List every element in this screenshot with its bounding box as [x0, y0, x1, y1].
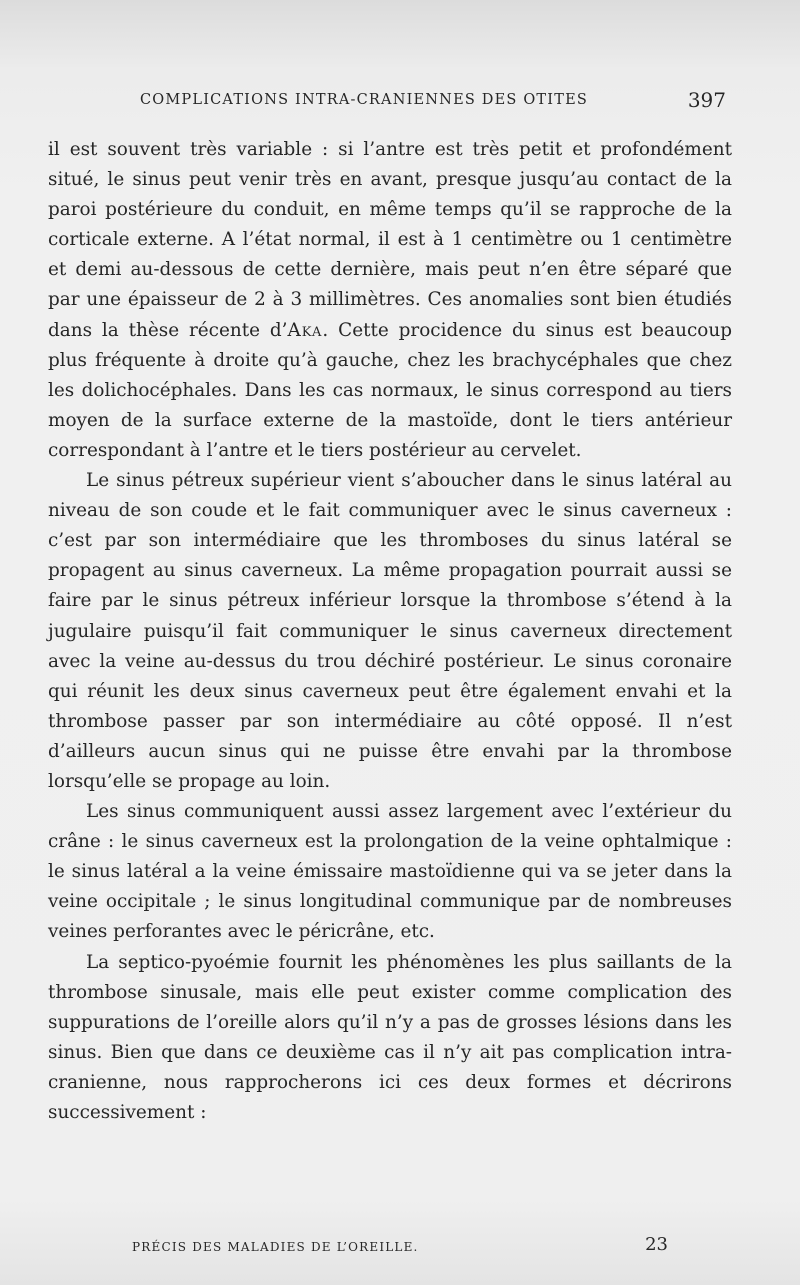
paragraph: Le sinus pétreux supérieur vient s’aboucher dans le sinus latéral au niveau de son coude et le fait communiquer avec le sinus caverneux : c’est par son intermédiaire que les thromboses du sinus latéral se propagent au sinus caverneux. La même propagation pourrait aussi se faire par le sinus pétreux inférieur lorsque la thrombose s’étend à la jugulaire puisqu’il fait communiquer le sinus caverneux directement avec la veine au-dessus du trou déchiré postérieur. Le sinus coronaire qui réunit les deux sinus caverneux peut être également envahi et la thrombose passer par son intermédiaire au côté opposé. Il n’est d’ailleurs aucun sinus qui ne puisse être envahi par la thrombose lorsqu’elle se propage au loin.	[48, 470, 732, 792]
paragraph-text-part: il est souvent très variable : si l’antre est très petit et profondément situé, le sinus peut venir très en avant, presque jusqu’au contact de la paroi postérieure du conduit, en même temps qu’il se rapproche de la corticale externe. A l’état normal, il est à 1 centimètre ou 1 centimètre et demi au-dessous de cette dernière, mais peut n’en être séparé que par une épaisseur de 2 à 3 millimètres. Ces anomalies sont bien étudiés dans la thèse récente d’	[48, 139, 732, 341]
body-text	[48, 135, 732, 1128]
signature-mark: 23	[645, 1234, 668, 1255]
page-footer	[132, 1234, 672, 1258]
page-number: 397	[687, 88, 726, 112]
paragraph: La septico-pyoémie fournit les phénomènes les plus saillants de la thrombose sinusale, mais elle peut exister comme complication des suppurations de l’oreille alors qu’il n’y a pas de grosses lésions dans les sinus. Bien que dans ce deuxième cas il n’y ait pas complication intra-cranienne, nous rapprocherons ici ces deux formes et décrirons successivement :	[48, 951, 732, 1123]
author-name: Aka	[287, 319, 323, 341]
paragraph-continued	[48, 135, 732, 466]
paragraph-text-part: . Cette procidence du sinus est beaucoup plus fréquente à droite qu’à gauche, chez les brachycéphales que chez les dolichocéphales. Dans les cas normaux, le sinus correspond au tiers moyen de la surface externe de la mastoïde, dont le tiers antérieur correspondant à l’antre et le tiers postérieur au cervelet.	[48, 319, 732, 461]
page-header	[140, 88, 730, 116]
paragraph: Les sinus communiquent aussi assez largement avec l’extérieur du crâne : le sinus caverneux est la prolongation de la veine ophtalmique : le sinus latéral a la veine émissaire mastoïdienne qui va se jeter dans la veine occipitale ; le sinus longitudinal communique par de nombreuses veines perforantes avec le péricrâne, etc.	[48, 801, 732, 943]
running-title: COMPLICATIONS INTRA-CRANIENNES DES OTITES	[140, 92, 589, 108]
book-title: PRÉCIS DES MALADIES DE L’OREILLE.	[132, 1240, 419, 1254]
